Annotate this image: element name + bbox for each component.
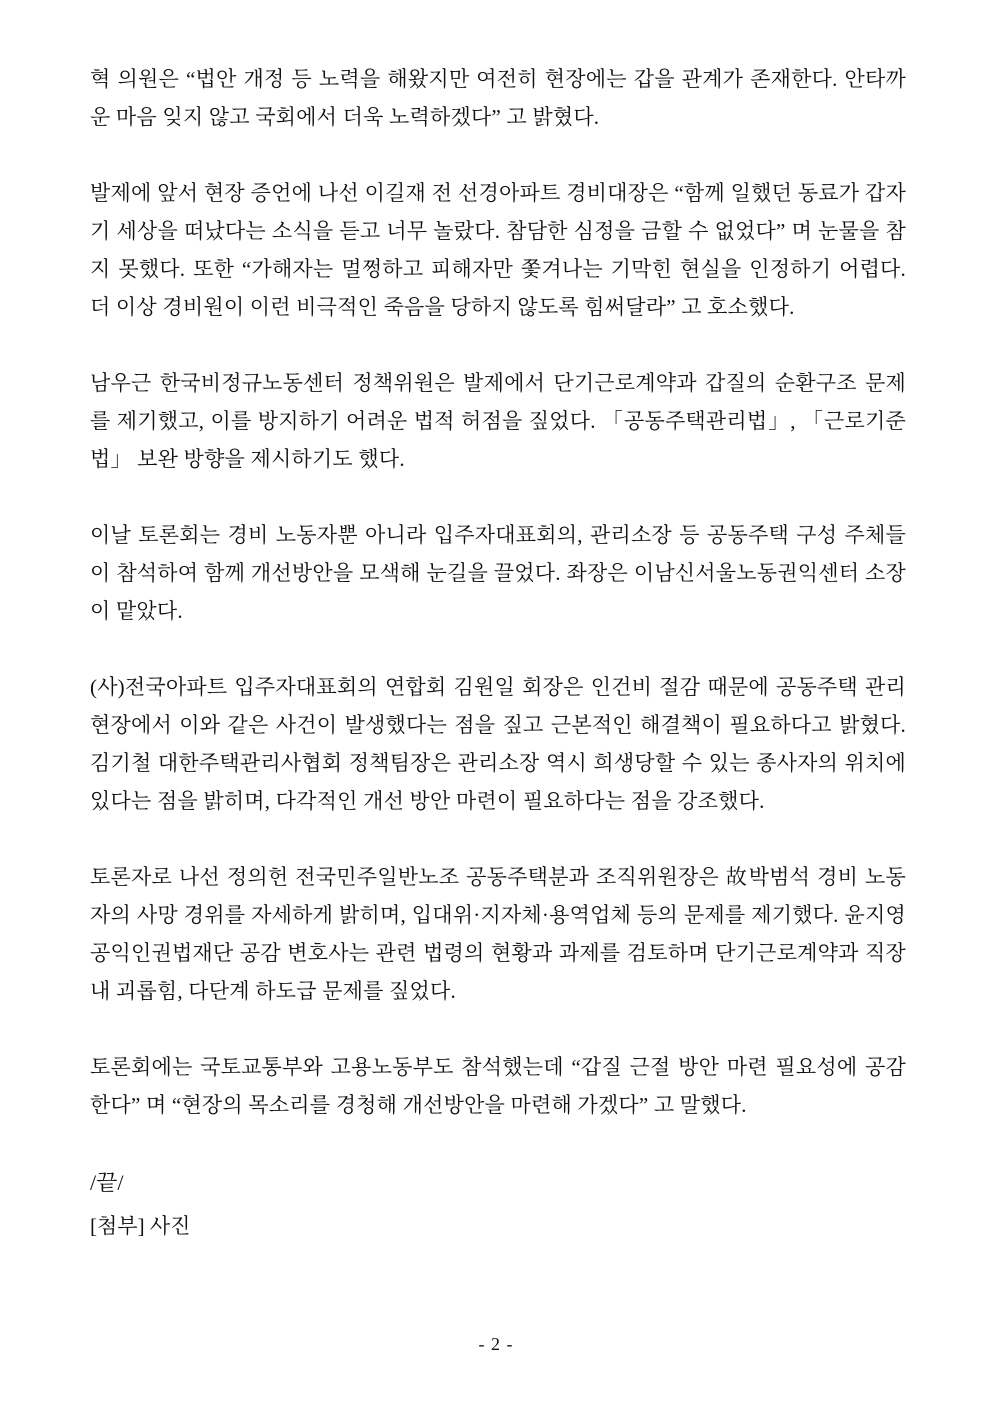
page-footer	[0, 1334, 992, 1355]
page-number: - 2 -	[478, 1334, 514, 1354]
closing-mark: /끝/	[90, 1170, 124, 1195]
paragraph-panelists: 토론자로 나선 정의헌 전국민주일반노조 공동주택분과 조직위원장은 故박범석 경비 노동자의 사망 경위를 자세하게 밝히며, 입대위·지자체·용역업체 등의 문제를 제기했다. 윤지영 공익인권법재단 공감 변호사는 관련 법령의 현황과 과제를 검토하며 단기근로계약과 직장 내 괴롭힘, 다단계 하도급 문제를 짚었다.	[90, 865, 906, 1003]
paragraph-witness-testimony: 발제에 앞서 현장 증언에 나선 이길재 전 선경아파트 경비대장은 “함께 일했던 동료가 갑자기 세상을 떠났다는 소식을 듣고 너무 놀랐다. 참담한 심정을 금할 수 없었다” 며 눈물을 참지 못했다. 또한 “가해자는 멀쩡하고 피해자만 쫓겨나는 기막힌 현실을 인정하기 어렵다. 더 이상 경비원이 이런 비극적인 죽음을 당하지 않도록 힘써달라” 고 호소했다.	[90, 181, 906, 319]
paragraph-ministries: 토론회에는 국토교통부와 고용노동부도 참석했는데 “갑질 근절 방안 마련 필요성에 공감한다” 며 “현장의 목소리를 경청해 개선방안을 마련해 가겠다” 고 말했다.	[90, 1055, 906, 1117]
paragraph-policy-presentation: 남우근 한국비정규노동센터 정책위원은 발제에서 단기근로계약과 갑질의 순환구조 문제를 제기했고, 이를 방지하기 어려운 법적 허점을 짚었다. 「공동주택관리법」, 「근로기준법」 보완 방향을 제시하기도 했다.	[90, 371, 906, 471]
press-release-body	[90, 60, 906, 1248]
paragraph-lawmaker-remark: 혁 의원은 “법안 개정 등 노력을 해왔지만 여전히 현장에는 갑을 관계가 존재한다. 안타까운 마음 잊지 않고 국회에서 더욱 노력하겠다” 고 밝혔다.	[90, 67, 906, 129]
paragraph-forum-participants: 이날 토론회는 경비 노동자뿐 아니라 입주자대표회의, 관리소장 등 공동주택 구성 주체들이 참석하여 함께 개선방안을 모색해 눈길을 끌었다. 좌장은 이남신서울노동권익센터 소장이 맡았다.	[90, 523, 906, 623]
attachment-note: [첨부] 사진	[90, 1214, 191, 1238]
paragraph-association-remarks: (사)전국아파트 입주자대표회의 연합회 김원일 회장은 인건비 절감 때문에 공동주택 관리 현장에서 이와 같은 사건이 발생했다는 점을 짚고 근본적인 해결책이 필요하다고 밝혔다. 김기철 대한주택관리사협회 정책팀장은 관리소장 역시 희생당할 수 있는 종사자의 위치에 있다는 점을 밝히며, 다각적인 개선 방안 마련이 필요하다는 점을 강조했다.	[90, 675, 906, 813]
